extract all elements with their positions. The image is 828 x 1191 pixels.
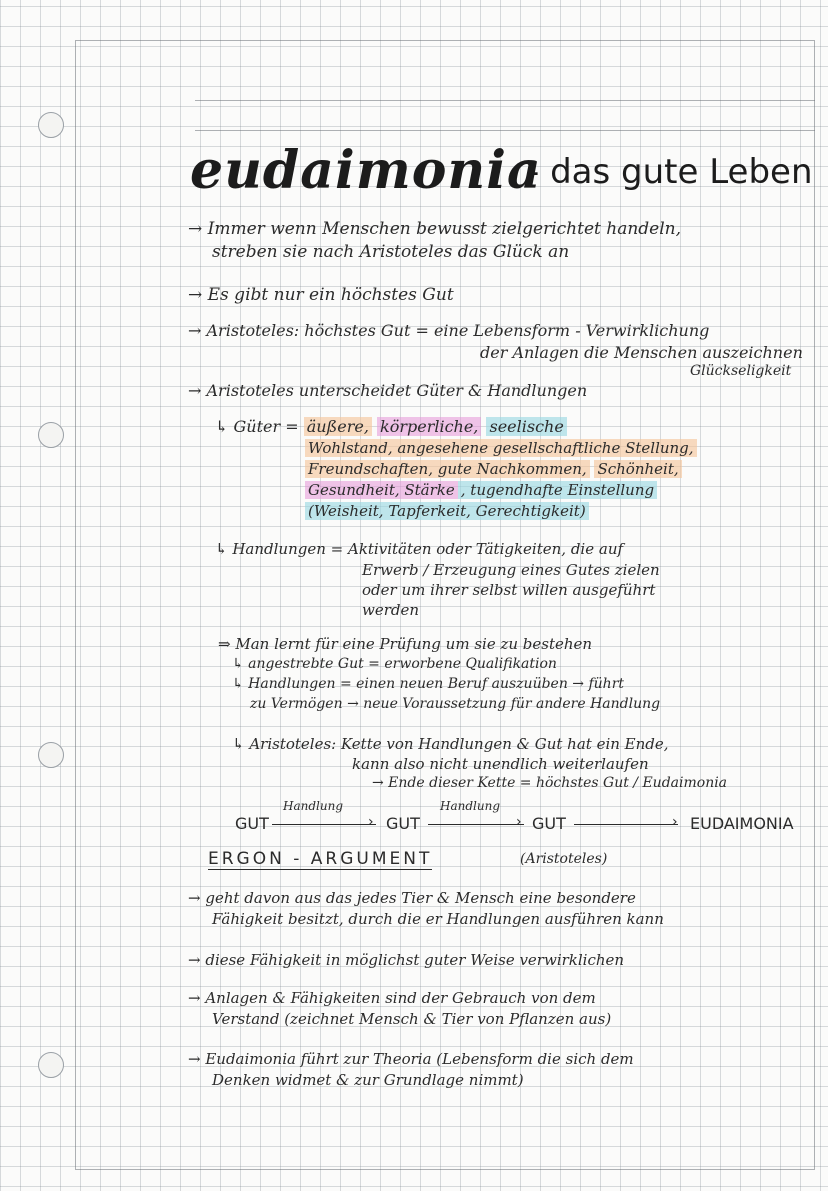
note-line: der Anlagen die Menschen auszeichnen	[480, 343, 803, 362]
goods-external-examples: Wohlstand, angesehene gesellschaftliche Stellung,	[305, 439, 697, 457]
chain-gut: GUT	[532, 814, 566, 833]
example-line: ↳ angestrebte Gut = erworbene Qualifikation	[232, 656, 557, 672]
header-line	[195, 130, 815, 131]
ergon-line: → Eudaimonia führt zur Theoria (Lebensform die sich dem	[188, 1050, 634, 1068]
aristotle-chain-line: kann also nicht unendlich weiterlaufen	[352, 755, 649, 773]
punch-hole	[38, 1052, 64, 1078]
aristotle-chain-line: → Ende dieser Kette = höchstes Gut / Eudaimonia	[372, 775, 728, 791]
example-line: ↳ Handlungen = einen neuen Beruf auszuüben → führt	[232, 676, 625, 692]
ergon-line: Denken widmet & zur Grundlage nimmt)	[212, 1071, 524, 1089]
ergon-source: (Aristoteles)	[520, 851, 608, 867]
ergon-heading: ERGON - ARGUMENT	[208, 849, 433, 869]
goods-prefix: ↳ Güter =	[215, 417, 304, 436]
goods-soul-examples: (Weisheit, Tapferkeit, Gerechtigkeit)	[305, 502, 589, 520]
note-line: → Es gibt nur ein höchstes Gut	[188, 285, 454, 305]
punch-hole	[38, 422, 64, 448]
example-line: ⇒ Man lernt für eine Prüfung um sie zu bestehen	[218, 635, 593, 653]
chain-gut: GUT	[386, 814, 420, 833]
chain-arrow	[272, 824, 376, 825]
goods-external-examples: Schönheit,	[594, 460, 681, 478]
goods-line	[215, 418, 567, 436]
example-line: zu Vermögen → neue Voraussetzung für andere Handlung	[250, 696, 661, 712]
note-line: → Immer wenn Menschen bewusst zielgerichtet handeln,	[188, 219, 682, 239]
chain-eudaimonia: EUDAIMONIA	[690, 814, 794, 833]
actions-line: Erwerb / Erzeugung eines Gutes zielen	[362, 561, 660, 579]
goods-external-examples: Freundschaften, gute Nachkommen,	[305, 460, 590, 478]
note-line: → Aristoteles unterscheidet Güter & Handlungen	[188, 381, 588, 400]
ergon-line: → geht davon aus das jedes Tier & Mensch eine besondere	[188, 889, 636, 907]
actions-line: oder um ihrer selbst willen ausgeführt	[362, 581, 656, 599]
goods-line	[305, 503, 589, 520]
chain-arrow-head: ›	[672, 814, 678, 830]
goods-line	[305, 440, 697, 457]
actions-line: werden	[362, 601, 420, 619]
chain-arrow	[428, 824, 524, 825]
ergon-line: Fähigkeit besitzt, durch die er Handlungen ausführen kann	[212, 910, 664, 928]
chain-arrow	[574, 824, 678, 825]
ergon-line: Verstand (zeichnet Mensch & Tier von Pflanzen aus)	[212, 1010, 612, 1028]
ergon-line: → Anlagen & Fähigkeiten sind der Gebrauch von dem	[188, 989, 596, 1007]
chain-handlung: Handlung	[440, 799, 501, 813]
chain-handlung: Handlung	[283, 799, 344, 813]
note-line: Glückseligkeit	[690, 363, 792, 379]
ergon-line: → diese Fähigkeit in möglichst guter Weise verwirklichen	[188, 951, 625, 969]
punch-hole	[38, 112, 64, 138]
actions-line: ↳ Handlungen = Aktivitäten oder Tätigkeiten, die auf	[215, 540, 624, 558]
chain-gut: GUT	[235, 814, 269, 833]
chain-arrow-head: ›	[516, 814, 522, 830]
goods-external: äußere,	[304, 417, 372, 436]
goods-bodily: körperliche,	[377, 417, 481, 436]
note-line: → Aristoteles: höchstes Gut = eine Lebensform - Verwirklichung	[188, 321, 710, 340]
chain-arrow-head: ›	[368, 814, 374, 830]
goods-line	[305, 482, 657, 499]
goods-line	[305, 461, 682, 478]
punch-hole	[38, 742, 64, 768]
header-line	[195, 100, 815, 101]
title-subtitle: - das gute Leben	[527, 152, 813, 192]
title-eudaimonia: eudaimonia	[190, 140, 542, 201]
note-line: streben sie nach Aristoteles das Glück an	[212, 242, 570, 262]
aristotle-chain-line: ↳ Aristoteles: Kette von Handlungen & Gut hat ein Ende,	[232, 735, 669, 753]
goods-soul: seelische	[486, 417, 566, 436]
goods-soul-examples: , tugendhafte Einstellung	[458, 481, 657, 499]
goods-bodily-examples: Gesundheit, Stärke	[305, 481, 458, 499]
